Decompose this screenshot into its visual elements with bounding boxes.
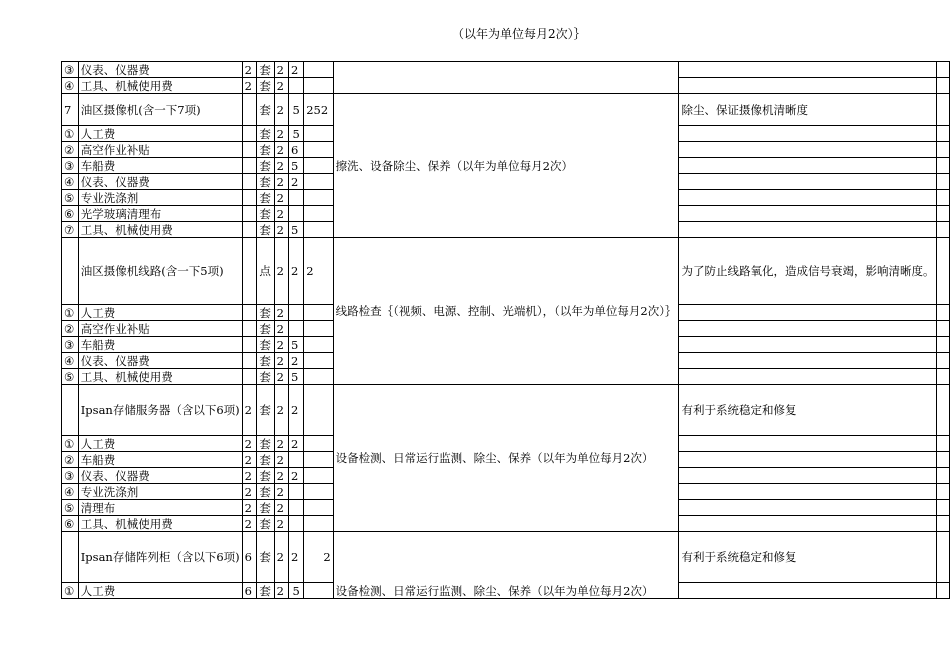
item-quantity: 6 bbox=[242, 583, 256, 599]
item-quantity bbox=[242, 126, 256, 142]
extra-empty bbox=[937, 142, 950, 158]
item-name: 仪表、仪器费 bbox=[78, 468, 242, 484]
item-unit: 套 bbox=[256, 436, 274, 452]
work-content: 设备检测、日常运行监测、除尘、保养（以年为单位每月2次） bbox=[333, 532, 679, 599]
work-content: 线路检查｛（视频、电源、控制、光端机），（以年为单位每月2次）｝ bbox=[333, 238, 679, 385]
extra-empty bbox=[937, 321, 950, 337]
remark-empty bbox=[679, 78, 937, 94]
item-total bbox=[304, 516, 333, 532]
item-unit: 套 bbox=[256, 78, 274, 94]
maintenance-cost-table bbox=[61, 61, 950, 599]
extra-empty bbox=[937, 436, 950, 452]
extra-empty bbox=[937, 468, 950, 484]
item-name: 工具、机械使用费 bbox=[78, 516, 242, 532]
item-count: 2 bbox=[274, 532, 288, 583]
item-price: 6 bbox=[289, 142, 304, 158]
item-total bbox=[304, 158, 333, 174]
remark-empty bbox=[679, 190, 937, 206]
extra-empty bbox=[937, 484, 950, 500]
item-price bbox=[289, 500, 304, 516]
remark-empty bbox=[679, 142, 937, 158]
item-name: 车船费 bbox=[78, 158, 242, 174]
item-count: 2 bbox=[274, 238, 288, 305]
item-price: 2 bbox=[289, 385, 304, 436]
item-quantity bbox=[242, 142, 256, 158]
item-name: 油区摄像机线路(含一下5项) bbox=[78, 238, 242, 305]
item-price: 5 bbox=[289, 158, 304, 174]
item-price bbox=[289, 321, 304, 337]
remark-empty bbox=[679, 174, 937, 190]
item-index: ② bbox=[62, 321, 79, 337]
item-unit: 套 bbox=[256, 206, 274, 222]
item-unit: 套 bbox=[256, 452, 274, 468]
table-row bbox=[62, 94, 950, 126]
item-quantity: 2 bbox=[242, 484, 256, 500]
item-unit: 套 bbox=[256, 353, 274, 369]
item-index: ① bbox=[62, 126, 79, 142]
item-count: 2 bbox=[274, 337, 288, 353]
item-unit: 套 bbox=[256, 305, 274, 321]
remark-empty bbox=[679, 62, 937, 78]
remark-empty bbox=[679, 158, 937, 174]
remark-empty bbox=[679, 516, 937, 532]
item-total: 252 bbox=[304, 94, 333, 126]
item-unit: 套 bbox=[256, 583, 274, 599]
item-price: 2 bbox=[289, 532, 304, 583]
item-unit: 套 bbox=[256, 484, 274, 500]
item-total bbox=[304, 321, 333, 337]
item-index: ⑤ bbox=[62, 190, 79, 206]
extra-empty bbox=[937, 222, 950, 238]
item-quantity: 2 bbox=[242, 500, 256, 516]
item-count: 2 bbox=[274, 190, 288, 206]
extra-empty bbox=[937, 516, 950, 532]
item-index: ③ bbox=[62, 337, 79, 353]
table-row bbox=[62, 532, 950, 583]
item-quantity bbox=[242, 337, 256, 353]
item-quantity bbox=[242, 353, 256, 369]
item-quantity bbox=[242, 222, 256, 238]
item-index: ⑤ bbox=[62, 500, 79, 516]
remark-empty bbox=[679, 305, 937, 321]
item-count: 2 bbox=[274, 353, 288, 369]
extra-empty bbox=[937, 583, 950, 599]
item-total bbox=[304, 142, 333, 158]
item-name: 仪表、仪器费 bbox=[78, 353, 242, 369]
extra-empty bbox=[937, 206, 950, 222]
item-count: 2 bbox=[274, 158, 288, 174]
item-index: ④ bbox=[62, 174, 79, 190]
item-quantity bbox=[242, 94, 256, 126]
item-name: Ipsan存储服务器（含以下6项) bbox=[78, 385, 242, 436]
item-name: 高空作业补贴 bbox=[78, 321, 242, 337]
remark-empty bbox=[679, 369, 937, 385]
work-content bbox=[333, 62, 679, 94]
item-unit: 套 bbox=[256, 190, 274, 206]
table-row bbox=[62, 62, 950, 78]
item-count: 2 bbox=[274, 174, 288, 190]
item-name: 人工费 bbox=[78, 436, 242, 452]
item-quantity bbox=[242, 305, 256, 321]
item-total bbox=[304, 126, 333, 142]
remark: 为了防止线路氧化，造成信号衰竭，影响清晰度。 bbox=[679, 238, 937, 305]
remark: 有利于系统稳定和修复 bbox=[679, 385, 937, 436]
item-total bbox=[304, 484, 333, 500]
item-name: 光学玻璃清理布 bbox=[78, 206, 242, 222]
remark: 除尘、保证摄像机清晰度 bbox=[679, 94, 937, 126]
item-count: 2 bbox=[274, 78, 288, 94]
extra-empty bbox=[937, 305, 950, 321]
item-unit: 套 bbox=[256, 158, 274, 174]
extra-empty bbox=[937, 158, 950, 174]
item-name: 人工费 bbox=[78, 305, 242, 321]
item-name: 专业洗涤剂 bbox=[78, 484, 242, 500]
item-count: 2 bbox=[274, 436, 288, 452]
item-price: 5 bbox=[289, 583, 304, 599]
item-count: 2 bbox=[274, 369, 288, 385]
item-name: 车船费 bbox=[78, 337, 242, 353]
item-quantity: 2 bbox=[242, 468, 256, 484]
item-count: 2 bbox=[274, 484, 288, 500]
item-index: ④ bbox=[62, 484, 79, 500]
item-quantity: 2 bbox=[242, 78, 256, 94]
item-total bbox=[304, 190, 333, 206]
item-total: 2 bbox=[304, 532, 333, 583]
item-count: 2 bbox=[274, 94, 288, 126]
extra-empty bbox=[937, 337, 950, 353]
header-note: （以年为单位每月2次）｝ bbox=[452, 27, 586, 41]
item-price: 2 bbox=[289, 238, 304, 305]
item-count: 2 bbox=[274, 321, 288, 337]
remark-empty bbox=[679, 500, 937, 516]
item-price bbox=[289, 305, 304, 321]
extra-empty bbox=[937, 500, 950, 516]
item-index bbox=[62, 238, 79, 305]
extra-empty bbox=[937, 353, 950, 369]
item-unit: 套 bbox=[256, 142, 274, 158]
item-index: ③ bbox=[62, 468, 79, 484]
item-price: 5 bbox=[289, 222, 304, 238]
item-name: 仪表、仪器费 bbox=[78, 174, 242, 190]
item-name: 专业洗涤剂 bbox=[78, 190, 242, 206]
item-name: 人工费 bbox=[78, 126, 242, 142]
item-count: 2 bbox=[274, 583, 288, 599]
item-unit: 点 bbox=[256, 238, 274, 305]
extra-empty bbox=[937, 126, 950, 142]
item-count: 2 bbox=[274, 206, 288, 222]
item-total bbox=[304, 353, 333, 369]
item-name: 工具、机械使用费 bbox=[78, 78, 242, 94]
item-price bbox=[289, 484, 304, 500]
table-row bbox=[62, 385, 950, 436]
item-price bbox=[289, 190, 304, 206]
item-name: 高空作业补贴 bbox=[78, 142, 242, 158]
item-index bbox=[62, 385, 79, 436]
item-count: 2 bbox=[274, 516, 288, 532]
item-price bbox=[289, 452, 304, 468]
item-name: 工具、机械使用费 bbox=[78, 369, 242, 385]
extra-empty bbox=[937, 94, 950, 126]
remark-empty bbox=[679, 452, 937, 468]
item-index: ① bbox=[62, 305, 79, 321]
item-price: 2 bbox=[289, 62, 304, 78]
item-quantity: 2 bbox=[242, 436, 256, 452]
item-index: ④ bbox=[62, 353, 79, 369]
item-total bbox=[304, 500, 333, 516]
item-price: 2 bbox=[289, 353, 304, 369]
item-quantity bbox=[242, 206, 256, 222]
item-total bbox=[304, 436, 333, 452]
item-unit: 套 bbox=[256, 532, 274, 583]
item-index: ③ bbox=[62, 62, 79, 78]
item-total bbox=[304, 337, 333, 353]
item-count: 2 bbox=[274, 62, 288, 78]
item-index: ② bbox=[62, 142, 79, 158]
item-quantity: 2 bbox=[242, 516, 256, 532]
item-price bbox=[289, 78, 304, 94]
extra-empty bbox=[937, 369, 950, 385]
item-name: 油区摄像机(含一下7项) bbox=[78, 94, 242, 126]
item-index: ④ bbox=[62, 78, 79, 94]
item-price: 2 bbox=[289, 468, 304, 484]
item-unit: 套 bbox=[256, 62, 274, 78]
extra-empty bbox=[937, 174, 950, 190]
work-content: 设备检测、日常运行监测、除尘、保养（以年为单位每月2次） bbox=[333, 385, 679, 532]
item-index: ⑦ bbox=[62, 222, 79, 238]
item-quantity: 2 bbox=[242, 452, 256, 468]
item-index: ③ bbox=[62, 158, 79, 174]
extra-empty bbox=[937, 238, 950, 305]
item-price: 5 bbox=[289, 337, 304, 353]
item-quantity bbox=[242, 321, 256, 337]
extra-empty bbox=[937, 385, 950, 436]
item-quantity: 2 bbox=[242, 385, 256, 436]
item-total bbox=[304, 385, 333, 436]
item-total bbox=[304, 174, 333, 190]
item-name: 仪表、仪器费 bbox=[78, 62, 242, 78]
extra-empty bbox=[937, 532, 950, 583]
item-unit: 套 bbox=[256, 337, 274, 353]
item-quantity bbox=[242, 174, 256, 190]
item-price bbox=[289, 516, 304, 532]
remark-empty bbox=[679, 583, 937, 599]
remark-empty bbox=[679, 468, 937, 484]
item-count: 2 bbox=[274, 452, 288, 468]
item-total: 2 bbox=[304, 238, 333, 305]
remark-empty bbox=[679, 353, 937, 369]
table-row bbox=[62, 238, 950, 305]
remark-empty bbox=[679, 321, 937, 337]
item-total bbox=[304, 369, 333, 385]
item-unit: 套 bbox=[256, 94, 274, 126]
item-total bbox=[304, 583, 333, 599]
item-total bbox=[304, 305, 333, 321]
extra-empty bbox=[937, 452, 950, 468]
extra-empty bbox=[937, 190, 950, 206]
remark-empty bbox=[679, 436, 937, 452]
item-price: 2 bbox=[289, 174, 304, 190]
remark: 有利于系统稳定和修复 bbox=[679, 532, 937, 583]
item-total bbox=[304, 452, 333, 468]
item-quantity bbox=[242, 158, 256, 174]
item-index bbox=[62, 532, 79, 583]
item-price bbox=[289, 206, 304, 222]
item-name: 车船费 bbox=[78, 452, 242, 468]
item-count: 2 bbox=[274, 126, 288, 142]
remark-empty bbox=[679, 206, 937, 222]
item-index: 7 bbox=[62, 94, 79, 126]
item-unit: 套 bbox=[256, 174, 274, 190]
item-quantity: 6 bbox=[242, 532, 256, 583]
item-name: 人工费 bbox=[78, 583, 242, 599]
extra-empty bbox=[937, 62, 950, 78]
item-quantity bbox=[242, 238, 256, 305]
item-name: 工具、机械使用费 bbox=[78, 222, 242, 238]
item-total bbox=[304, 206, 333, 222]
item-count: 2 bbox=[274, 305, 288, 321]
item-total bbox=[304, 222, 333, 238]
item-price: 2 bbox=[289, 436, 304, 452]
item-index: ① bbox=[62, 436, 79, 452]
item-unit: 套 bbox=[256, 369, 274, 385]
item-unit: 套 bbox=[256, 222, 274, 238]
item-total bbox=[304, 468, 333, 484]
item-unit: 套 bbox=[256, 126, 274, 142]
item-quantity bbox=[242, 190, 256, 206]
item-name: 清理布 bbox=[78, 500, 242, 516]
item-price: 5 bbox=[289, 94, 304, 126]
remark-empty bbox=[679, 484, 937, 500]
remark-empty bbox=[679, 337, 937, 353]
item-quantity bbox=[242, 369, 256, 385]
remark-empty bbox=[679, 126, 937, 142]
item-quantity: 2 bbox=[242, 62, 256, 78]
item-unit: 套 bbox=[256, 385, 274, 436]
item-unit: 套 bbox=[256, 516, 274, 532]
item-unit: 套 bbox=[256, 321, 274, 337]
item-count: 2 bbox=[274, 468, 288, 484]
item-index: ② bbox=[62, 452, 79, 468]
extra-empty bbox=[937, 78, 950, 94]
item-index: ⑥ bbox=[62, 516, 79, 532]
item-count: 2 bbox=[274, 222, 288, 238]
item-count: 2 bbox=[274, 385, 288, 436]
item-index: ① bbox=[62, 583, 79, 599]
item-count: 2 bbox=[274, 142, 288, 158]
work-content: 擦洗、设备除尘、保养（以年为单位每月2次） bbox=[333, 94, 679, 238]
item-index: ⑤ bbox=[62, 369, 79, 385]
item-count: 2 bbox=[274, 500, 288, 516]
item-price: 5 bbox=[289, 369, 304, 385]
remark-empty bbox=[679, 222, 937, 238]
item-unit: 套 bbox=[256, 500, 274, 516]
item-total bbox=[304, 78, 333, 94]
item-index: ⑥ bbox=[62, 206, 79, 222]
item-total bbox=[304, 62, 333, 78]
item-name: Ipsan存储阵列柜（含以下6项) bbox=[78, 532, 242, 583]
item-unit: 套 bbox=[256, 468, 274, 484]
item-price: 5 bbox=[289, 126, 304, 142]
